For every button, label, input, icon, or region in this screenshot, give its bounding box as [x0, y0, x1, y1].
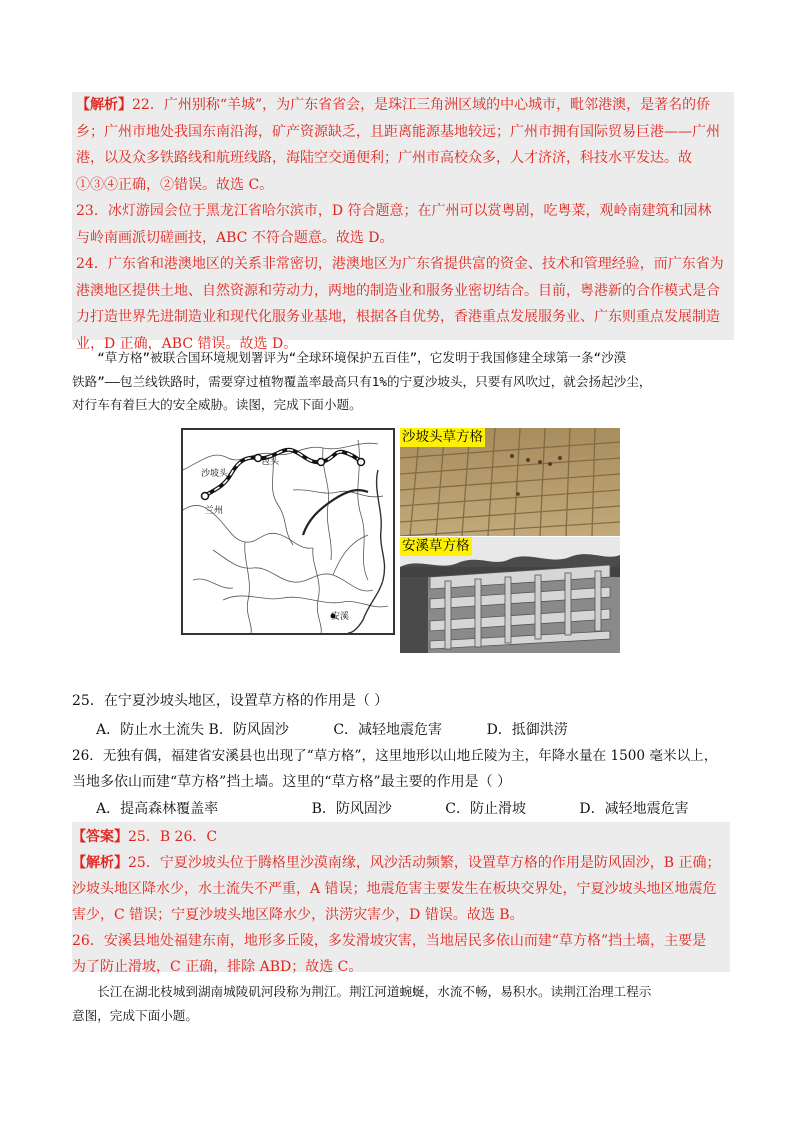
intro-paragraph-1	[72, 346, 730, 417]
analysis-line: 害少，C 错误；宁夏沙坡头地区降水少，洪涝灾害少，D 错误。故选 B。	[72, 907, 524, 923]
analysis-line: 沙坡头地区降水少，水土流失不严重，A 错误；地震危害主要发生在板块交界处，宁夏沙坡头地区地震危	[72, 881, 717, 897]
analysis-line: 为了防止滑坡，C 正确，排除 ABD；故选 C。	[72, 959, 363, 975]
question-25-stem: 25．在宁夏沙坡头地区，设置草方格的作用是（ ）	[72, 693, 389, 709]
map-graphic	[183, 430, 393, 633]
intro-line: 对行车有着巨大的安全威胁。读图，完成下面小题。	[72, 397, 362, 412]
photo-label-shapotou: 沙坡头草方格	[402, 429, 483, 445]
intro-line: 铁路”——包兰线铁路时，需要穿过植物覆盖率最高只有1%的宁夏沙坡头，只要有风吹过，就会扬起沙尘，	[72, 373, 652, 389]
intro-line: 长江在湖北枝城到湖南城陵矶河段称为荆江。荆江河道蜿蜒，水流不畅，易积水。读荆江治理工程示	[97, 984, 652, 999]
map-label-shapotou: 沙坡头	[201, 469, 229, 479]
analysis-block-top	[72, 92, 734, 352]
analysis-line: 力打造世界先进制造业和现代化服务业基地，根据各自优势，香港重点发展服务业、广东则重点发展制造	[76, 309, 720, 325]
photo-anxi	[400, 537, 620, 653]
analysis-line: ①③④正确，②错误。故选 C。	[76, 176, 274, 193]
answer-line	[72, 824, 730, 850]
analysis-line: 港，以及众多铁路线和航班线路，海陆空交通便利；广州市高校众多，人才济济，科技水平发达。故	[76, 150, 692, 166]
analysis-line: 23．冰灯游园会位于黑龙江省哈尔滨市，D 符合题意；在广州可以赏粤剧，吃粤菜，观岭南建筑和园林	[76, 203, 712, 219]
photo-shapotou	[400, 428, 620, 536]
analysis-line: 26．安溪县地处福建东南，地形多丘陵，多发滑坡灾害，当地居民多依山而建“草方格”挡土墙，主要是	[72, 933, 707, 949]
question-26-options: A．提高森林覆盖率 B．防风固沙 C．防止滑坡 D．减轻地震危害	[96, 801, 689, 817]
analysis-line: 乡；广州市地处我国东南沿海，矿产资源缺乏，且距离能源基地较远；广州市拥有国际贸易巨港——广州	[76, 123, 720, 140]
intro-line: 意图，完成下面小题。	[72, 1007, 198, 1023]
analysis-line: 【解析】25．宁夏沙坡头位于腾格里沙漠南缘，风沙活动频繁，设置草方格的作用是防风固沙，B 正确；	[72, 855, 721, 871]
china-map	[181, 428, 395, 635]
question-26-stem-line2: 当地多依山而建“草方格”挡土墙。这里的“草方格”最主要的作用是（ ）	[72, 774, 512, 790]
analysis-line: 港澳地区提供土地、自然资源和劳动力，两地的制造业和服务业密切结合。目前，粤港新的合作模式是合	[76, 282, 720, 299]
analysis-tag: 【解析】	[76, 97, 132, 113]
question-26-stem-line1: 26．无独有偶，福建省安溪县也出现了“草方格”，这里地形以山地丘陵为主，年降水量在 1500 毫米以上，	[72, 748, 718, 764]
analysis-block-bottom	[72, 850, 730, 980]
analysis-line: 24．广东省和港澳地区的关系非常密切，港澳地区为广东省提供富的资金、技术和管理经验，而广东省为	[76, 256, 724, 272]
answer-tag: 【答案】	[72, 829, 128, 845]
analysis-line: 【解析】22．广州别称“羊城”，为广东省省会，是珠江三角洲区域的中心城市，毗邻港澳，是著名的侨	[76, 97, 711, 113]
map-label-baotou: 包头	[261, 457, 280, 467]
map-label-lanzhou: 兰州	[205, 506, 224, 516]
map-label-anxi: 安溪	[331, 612, 350, 622]
analysis-line: 与岭南画派切磋画技，ABC 不符合题意。故选 D。	[76, 229, 394, 246]
photo-label-anxi: 安溪草方格	[402, 538, 470, 554]
analysis-line: 业，D 正确，ABC 错误。故选 D。	[76, 335, 298, 352]
intro-paragraph-2	[72, 980, 730, 1027]
intro-line: “草方格”被联合国环境规划署评为“全球环境保护五百佳”，它发明于我国修建全球第一条“沙漠	[97, 350, 627, 365]
analysis-tag: 【解析】	[72, 855, 128, 871]
answer-text: 25．B 26．C	[128, 829, 218, 845]
question-25-options: A．防止水土流失 B．防风固沙 C．减轻地震危害 D．抵御洪涝	[96, 722, 568, 738]
